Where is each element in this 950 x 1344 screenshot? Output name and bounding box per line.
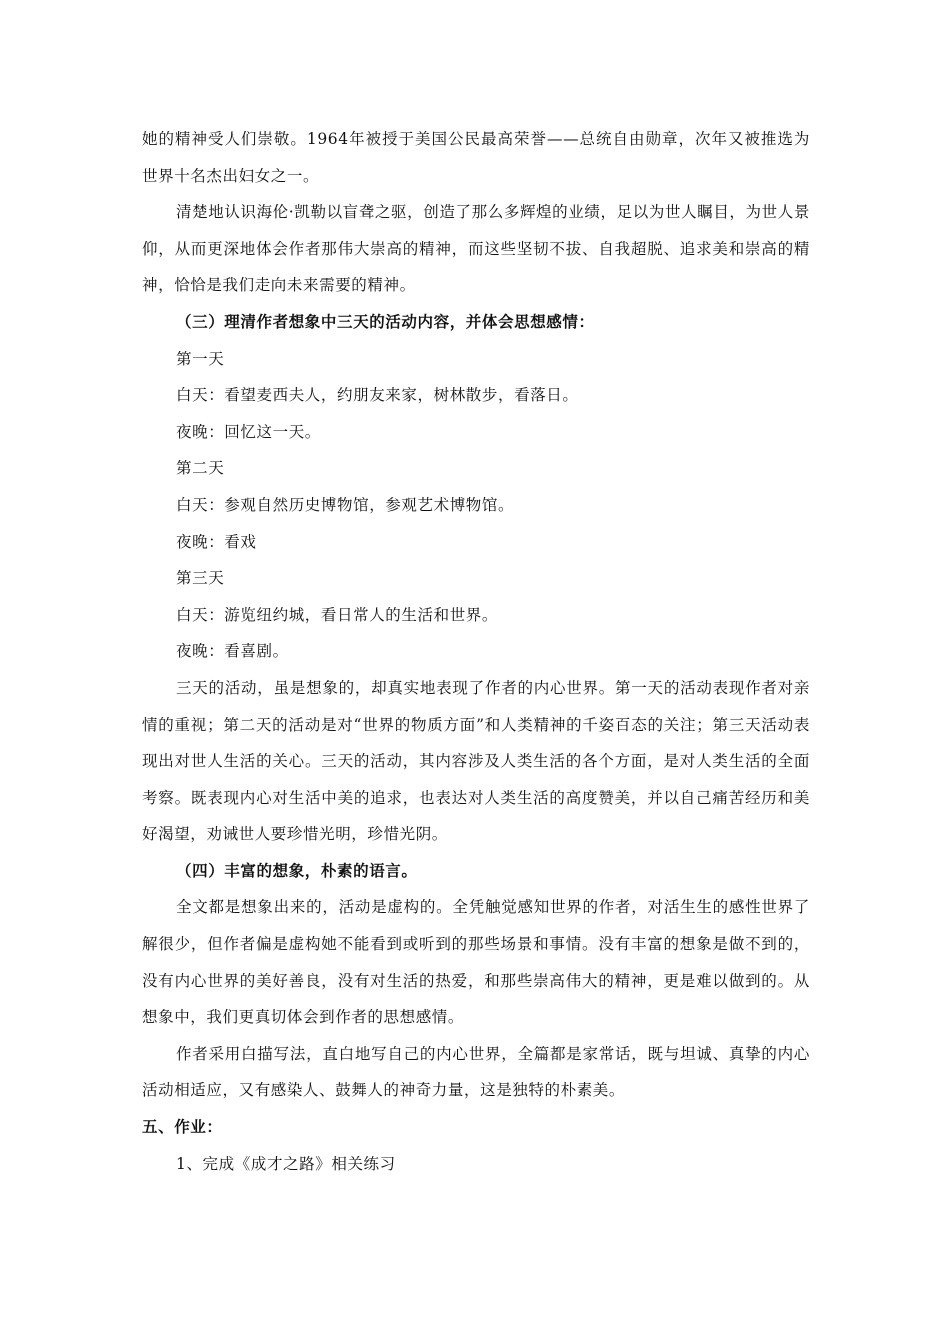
subheading-imagination-language: （四）丰富的想象，朴素的语言。 (176, 860, 418, 880)
section-heading-homework: 五、作业： (142, 1117, 223, 1137)
homework-item-1: 1、完成《成才之路》相关练习 (176, 1154, 396, 1173)
document-body (142, 121, 810, 1182)
day-three-night: 夜晚：看喜剧。 (176, 642, 289, 661)
day-two-night: 夜晚：看戏 (176, 532, 257, 551)
paragraph-continuation: 她的精神受人们崇敬。1964年被授于美国公民最高荣誉——总统自由勋章，次年又被推选为世界十名杰出妇女之一。 (142, 130, 810, 185)
subheading-three-days: （三）理清作者想象中三天的活动内容，并体会思想感情： (176, 311, 595, 331)
day-three-label: 第三天 (176, 569, 225, 588)
paragraph-imagination: 全文都是想象出来的，活动是虚构的。全凭触觉感知世界的作者，对活生生的感性世界了解很少，但作者偏是虚构她不能看到或听到的那些场景和事情。没有丰富的想象是做不到的，没有内心世界的美好善良，没有对生活的热爱，和那些崇高伟大的精神，更是难以做到的。从想象中，我们更真切体会到作者的思想感情。 (142, 898, 810, 1027)
day-one-daytime: 白天：看望麦西夫人，约朋友来家，树林散步，看落日。 (176, 386, 579, 405)
day-one-night: 夜晚：回忆这一天。 (176, 422, 321, 441)
day-one-label: 第一天 (176, 349, 225, 368)
paragraph-plain-style: 作者采用白描写法，直白地写自己的内心世界，全篇都是家常话，既与坦诚、真挚的内心活动相适应，又有感染人、鼓舞人的神奇力量，这是独特的朴素美。 (142, 1044, 810, 1100)
day-three-daytime: 白天：游览纽约城，看日常人的生活和世界。 (176, 605, 499, 624)
day-two-label: 第二天 (176, 459, 225, 478)
day-two-daytime: 白天：参观自然历史博物馆，参观艺术博物馆。 (176, 495, 515, 514)
paragraph-helen-keller: 清楚地认识海伦·凯勒以盲聋之驱，创造了那么多辉煌的业绩，足以为世人瞩目，为世人景仰，从而更深地体会作者那伟大崇高的精神，而这些坚韧不拔、自我超脱、追求美和崇高的精神，恰恰是我们走向未来需要的精神。 (142, 203, 810, 295)
paragraph-three-days-analysis: 三天的活动，虽是想象的，却真实地表现了作者的内心世界。第一天的活动表现作者对亲情的重视；第二天的活动是对“世界的物质方面”和人类精神的千姿百态的关注；第三天活动表现出对世人生活的关心。三天的活动，其内容涉及人类生活的各个方面，是对人类生活的全面考察。既表现内心对生活中美的追求，也表达对人类生活的高度赞美，并以自己痛苦经历和美好渴望，劝诫世人要珍惜光明，珍惜光阴。 (142, 678, 810, 844)
